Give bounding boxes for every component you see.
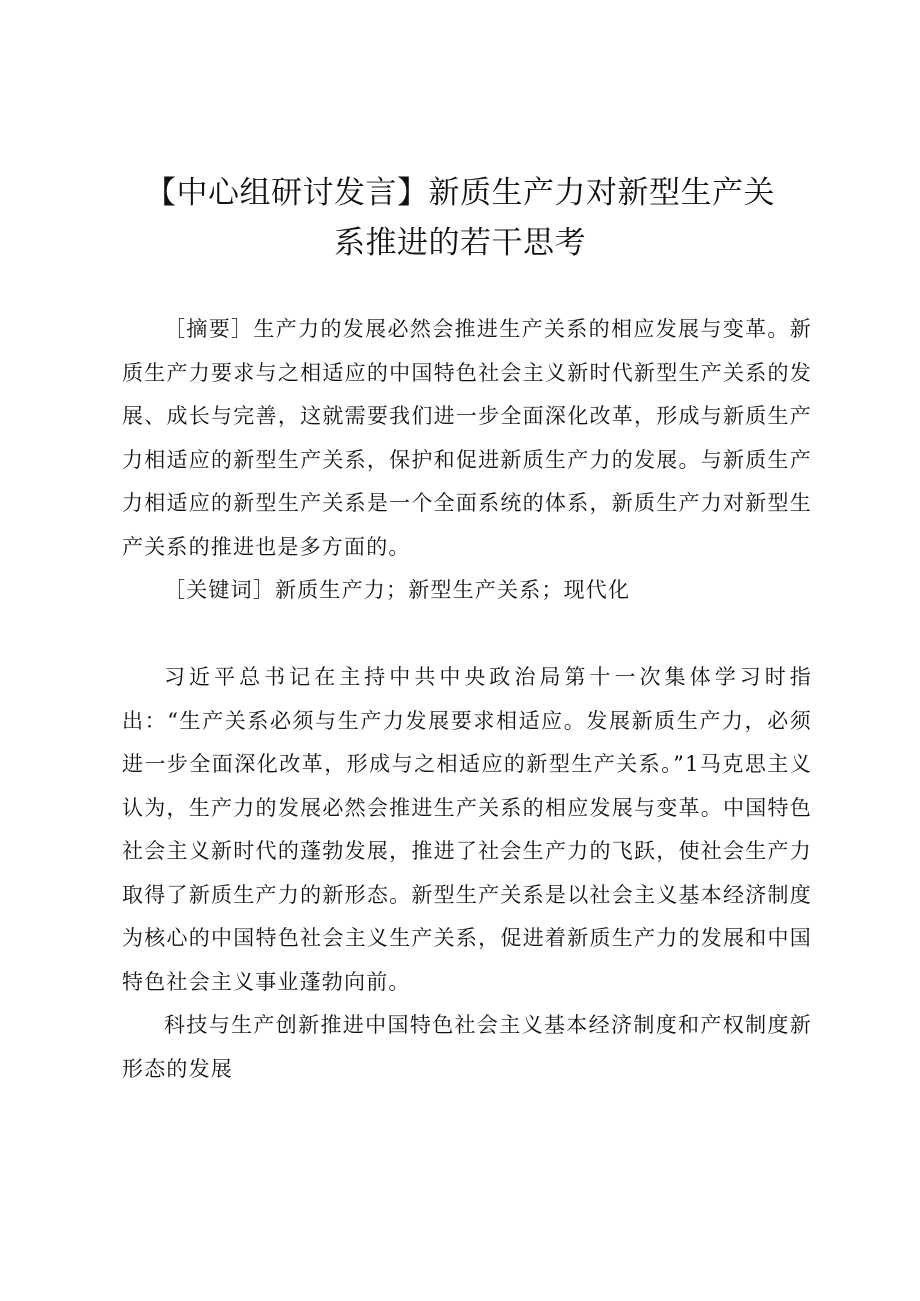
title-line-2: 系推进的若干思考 [334,225,586,261]
body-paragraph-1: 习近平总书记在主持中共中央政治局第十一次集体学习时指出：“生产关系必须与生产力发展要求相适应。发展新质生产力，必须进一步全面深化改革，形成与之相适应的新型生产关系。”1马克思主义认为，生产力的发展必然会推进生产关系的相应发展与变革。中国特色社会主义新时代的蓬勃发展，推进了社会生产力的飞跃，使社会生产力取得了新质生产力的新形态。新型生产关系是以社会主义基本经济制度为核心的中国特色社会主义生产关系，促进着新质生产力的发展和中国特色社会主义事业蓬勃向前。 [122,665,812,994]
keywords-paragraph: ［关键词］新质生产力；新型生产关系；现代化 [164,578,631,602]
title-line-1: 【中心组研讨发言】新质生产力对新型生产关 [145,175,775,211]
document-body [122,308,812,1091]
document-title [120,168,800,268]
section-heading-paragraph: 科技与生产创新推进中国特色社会主义基本经济制度和产权制度新形态的发展 [122,1013,812,1081]
abstract-paragraph: ［摘要］生产力的发展必然会推进生产关系的相应发展与变革。新质生产力要求与之相适应的中国特色社会主义新时代新型生产关系的发展、成长与完善，这就需要我们进一步全面深化改革，形成与新质生产力相适应的新型生产关系，保护和促进新质生产力的发展。与新质生产力相适应的新型生产关系是一个全面系统的体系，新质生产力对新型生产关系的推进也是多方面的。 [122,317,812,559]
paragraph-spacer [122,613,812,657]
